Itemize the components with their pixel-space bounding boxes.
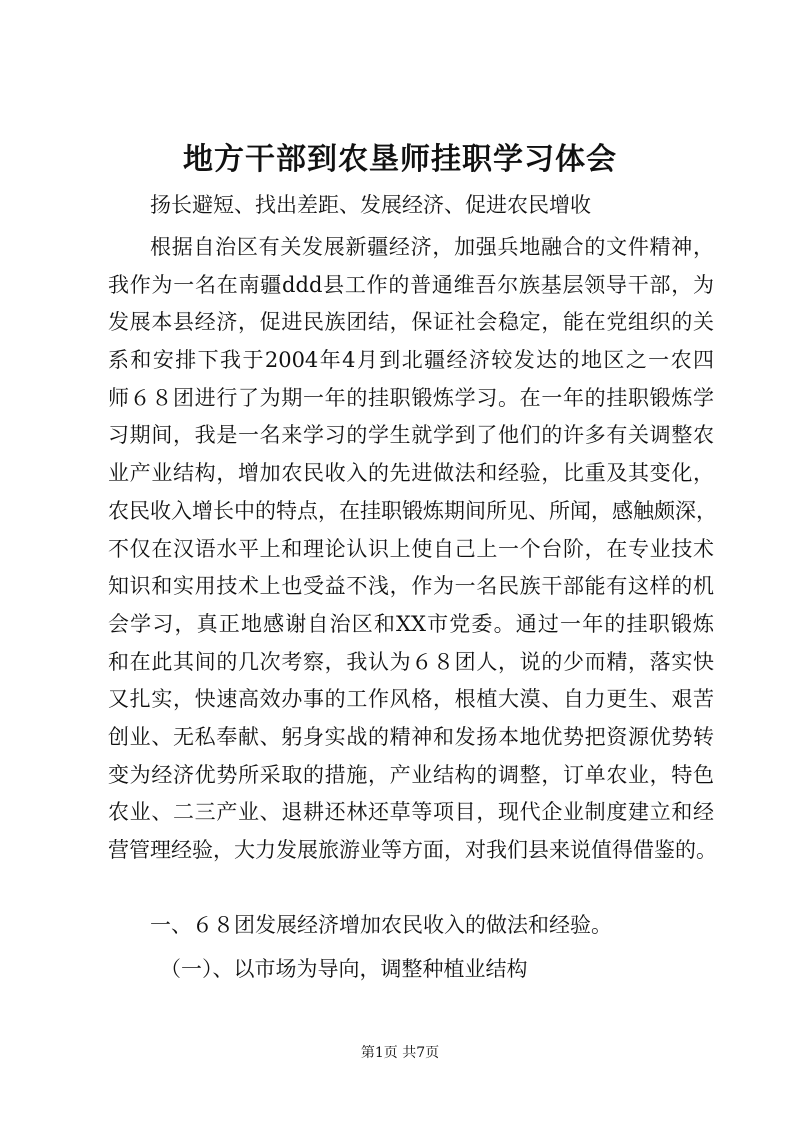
paragraph-line: 习期间，我是一名来学习的学生就学到了他们的许多有关调整农 [108, 423, 714, 448]
section-heading: 一、６８团发展经济增加农民收入的做法和经验。 [150, 913, 612, 937]
paragraph-line: 系和安排下我于2004年4月到北疆经济较发达的地区之一农四 [108, 348, 714, 373]
paragraph-line: 发展本县经济，促进民族团结，保证社会稳定，能在党组织的关 [108, 310, 714, 335]
paragraph-line: 营管理经验，大力发展旅游业等方面，对我们县来说值得借鉴的。 [108, 838, 717, 862]
paragraph-line: 会学习，真正地感谢自治区和XX市党委。通过一年的挂职锻炼 [108, 611, 714, 636]
subsection-heading: （一）、以市场为导向，调整种植业结构 [160, 957, 528, 981]
paragraph-line: 和在此其间的几次考察，我认为６８团人，说的少而精，落实快 [108, 649, 714, 674]
paragraph-line: 创业、无私奉献、躬身实战的精神和发扬本地优势把资源优势转 [108, 724, 714, 749]
paragraph-line: 农民收入增长中的特点，在挂职锻炼期间所见、所闻，感触颇深， [108, 498, 717, 523]
paragraph-line: 不仅在汉语水平上和理论认识上使自己上一个台阶，在专业技术 [108, 536, 714, 561]
body-paragraph [108, 229, 717, 870]
paragraph-line: 又扎实，快速高效办事的工作风格，根植大漠、自力更生、艰苦 [108, 687, 714, 712]
document-title: 地方干部到农垦师挂职学习体会 [183, 142, 617, 177]
document-subtitle: 扬长避短、找出差距、发展经济、促进农民增收 [150, 193, 591, 217]
paragraph-line: 我作为一名在南疆ddd县工作的普通维吾尔族基层领导干部，为 [108, 272, 714, 297]
paragraph-line: 根据自治区有关发展新疆经济，加强兵地融合的文件精神， [150, 235, 714, 259]
paragraph-line: 变为经济优势所采取的措施，产业结构的调整，订单农业，特色 [108, 762, 714, 787]
page-footer: 第1页 共7页 [360, 1045, 440, 1061]
paragraph-line: 知识和实用技术上也受益不浅，作为一名民族干部能有这样的机 [108, 574, 714, 599]
paragraph-line: 业产业结构，增加农民收入的先进做法和经验，比重及其变化， [108, 461, 714, 486]
paragraph-line: 农业、二三产业、退耕还林还草等项目，现代企业制度建立和经 [108, 800, 714, 825]
paragraph-line: 师６８团进行了为期一年的挂职锻炼学习。在一年的挂职锻炼学 [108, 385, 714, 410]
